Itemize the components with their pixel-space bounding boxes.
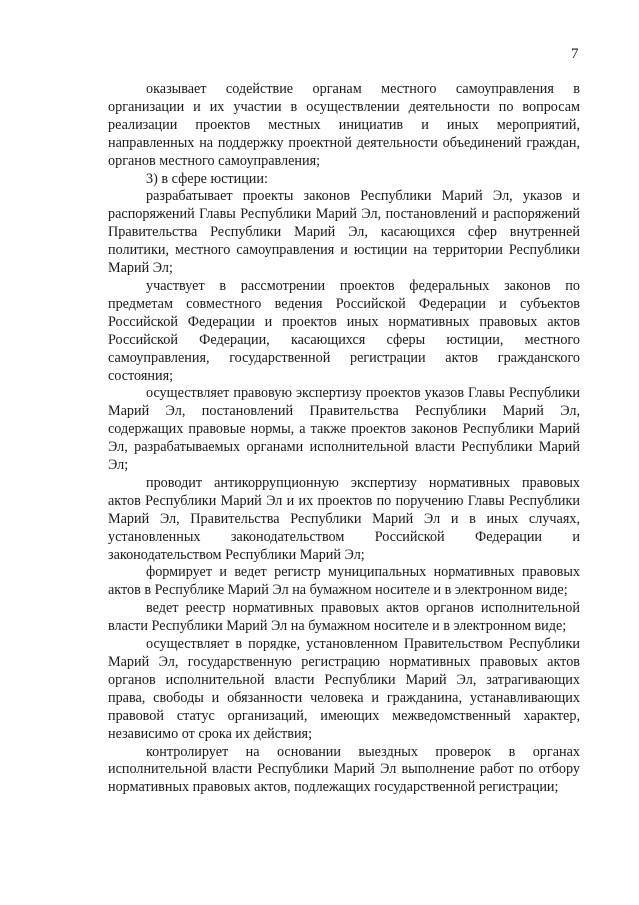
paragraph-state-registration: осуществляет в порядке, установленном Правительством Республики Марий Эл, государственную регистрацию нормативных правовых актов органов исполнительной власти Республики Марий Эл, затрагивающих права, свободы и обязанности человека и гражданина, устанавливающих правовой статус организаций, имеющих межведомственный характер, независимо от срока их действия;	[108, 636, 580, 742]
paragraph-federal-laws-review: участвует в рассмотрении проектов федеральных законов по предметам совместного ведения Российской Федерации и субъектов Российской Федерации и проектов иных нормативных правовых актов Российской Федерации, касающихся сферы юстиции, местного самоуправления, государственной регистрации актов гражданского состояния;	[108, 277, 580, 384]
paragraph-municipal-support: оказывает содействие органам местного самоуправления в организации и их участии в осуществлении деятельности по вопросам реализации проектов местных инициатив и иных мероприятий, направленных на поддержку проектной деятельности объединений граждан, органов местного самоуправления;	[108, 81, 580, 169]
section-heading-justice: 3) в сфере юстиции:	[146, 170, 268, 187]
paragraph-municipal-register: формирует и ведет регистр муниципальных нормативных правовых актов в Республике Марий Эл на бумажном носителе и в электронном виде;	[108, 564, 580, 599]
paragraph-draft-laws: разрабатывает проекты законов Республики Марий Эл, указов и распоряжений Главы Республики Марий Эл, постановлений и распоряжений Правительства Республики Марий Эл, касающихся сфер внутренней политики, местного самоуправления и юстиции на территории Республики Марий Эл;	[108, 188, 580, 277]
paragraph-executive-acts-registry: ведет реестр нормативных правовых актов органов исполнительной власти Республики Марий Эл на бумажном носителе и в электронном виде;	[108, 600, 580, 635]
paragraph-inspection-control: контролирует на основании выездных проверок в органах исполнительной власти Республики Марий Эл выполнение работ по отбору нормативных правовых актов, подлежащих государственной регистрации;	[108, 743, 580, 796]
page-number: 7	[571, 46, 579, 62]
paragraph-anticorruption-expertise: проводит антикоррупционную экспертизу нормативных правовых актов Республики Марий Эл и их проектов по поручению Главы Республики Марий Эл, Правительства Республики Марий Эл и в иных случаях, установленных законодательством Российской Федерации и законодательством Республики Марий Эл;	[108, 474, 580, 563]
paragraph-legal-expertise: осуществляет правовую экспертизу проектов указов Главы Республики Марий Эл, постановлений Правительства Республики Марий Эл, содержащих правовые нормы, а также проектов законов Республики Марий Эл, разрабатываемых органами исполнительной власти Республики Марий Эл;	[108, 385, 580, 474]
document-body	[108, 81, 580, 797]
